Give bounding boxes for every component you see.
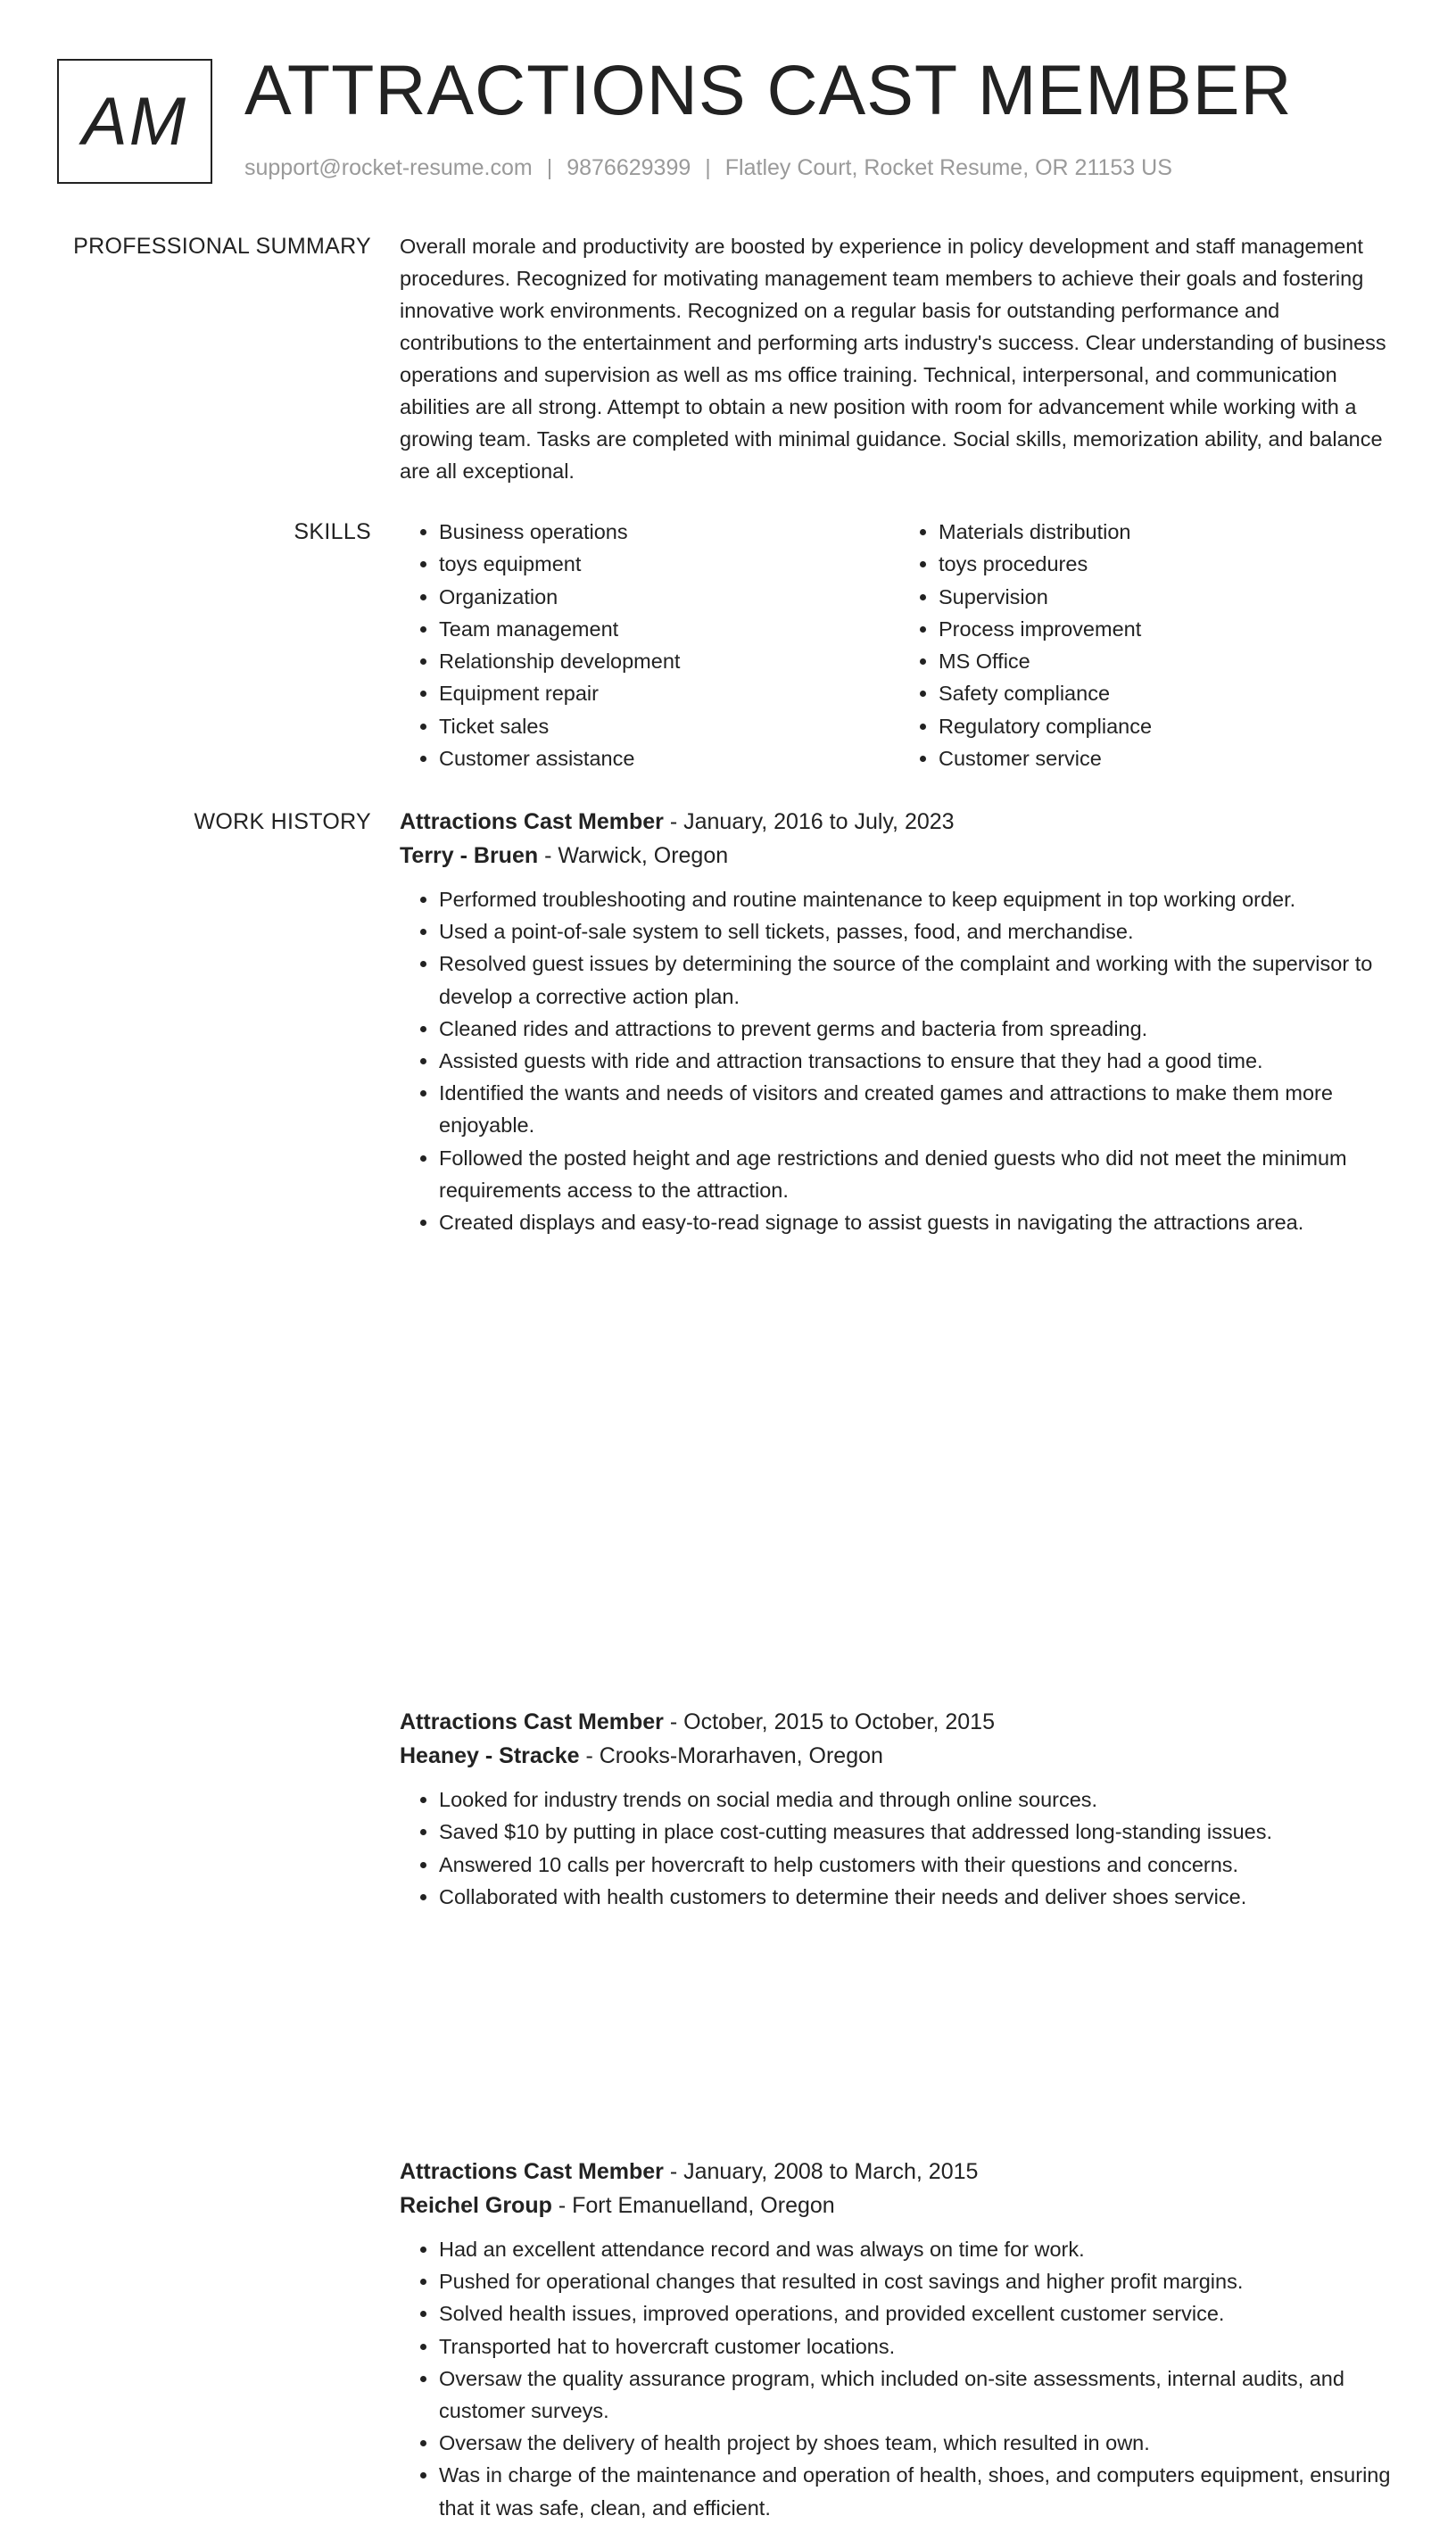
skill-item: • Relationship development — [439, 645, 899, 677]
job-bullet: • Saved $10 by putting in place cost-cutting measures that addressed long-standing issues. — [439, 1816, 1399, 1848]
skill-item: • Ticket sales — [439, 710, 899, 742]
section-label-skills: SKILLS — [294, 519, 371, 544]
job-bullet: • Collaborated with health customers to determine their needs and deliver shoes service. — [439, 1881, 1399, 1913]
job-bullet: • Transported hat to hovercraft customer locations. — [439, 2330, 1399, 2363]
skill-item: • MS Office — [939, 645, 1399, 677]
contact-line — [244, 155, 1172, 181]
skill-item: • Materials distribution — [939, 516, 1399, 548]
skill-item: • Supervision — [939, 581, 1399, 613]
job-dates: - October, 2015 to October, 2015 — [663, 1709, 995, 1735]
job-entry — [400, 2155, 1399, 2524]
monogram-initials: AM — [82, 83, 187, 160]
skill-item: • Team management — [439, 613, 899, 645]
job-title: Attractions Cast Member — [400, 1709, 664, 1735]
job-bullet: • Identified the wants and needs of visitors and created games and attractions to make them more enjoyable. — [439, 1077, 1399, 1141]
job-bullet: • Oversaw the delivery of health project by shoes team, which resulted in own. — [439, 2427, 1399, 2459]
contact-separator: | — [546, 155, 553, 180]
contact-email: support@rocket-resume.com — [244, 155, 533, 180]
job-dates: - January, 2008 to March, 2015 — [663, 2159, 979, 2185]
resume-name: ATTRACTIONS CAST MEMBER — [244, 50, 1293, 129]
skill-item: • Equipment repair — [439, 677, 899, 709]
contact-phone: 9876629399 — [567, 155, 691, 180]
skill-item: • toys equipment — [439, 548, 899, 580]
job-bullet: • Used a point-of-sale system to sell tickets, passes, food, and merchandise. — [439, 915, 1399, 948]
job-bullet: • Cleaned rides and attractions to prevent germs and bacteria from spreading. — [439, 1013, 1399, 1045]
job-location: - Crooks-Morarhaven, Oregon — [579, 1743, 883, 1769]
skill-item: • Customer service — [939, 742, 1399, 774]
skill-item: • Business operations — [439, 516, 899, 548]
job-bullets — [400, 883, 1399, 1238]
job-location: - Fort Emanuelland, Oregon — [551, 2193, 835, 2219]
job-entry — [400, 1705, 1399, 1913]
job-company: Terry - Bruen — [400, 843, 539, 868]
job-bullet: • Had an excellent attendance record and was always on time for work. — [439, 2233, 1399, 2265]
job-company: Heaney - Stracke — [400, 1743, 580, 1769]
skill-item: • Regulatory compliance — [939, 710, 1399, 742]
job-bullet: • Created displays and easy-to-read signage to assist guests in navigating the attractions area. — [439, 1206, 1399, 1238]
skill-item: • Organization — [439, 581, 899, 613]
job-title: Attractions Cast Member — [400, 809, 664, 834]
job-bullet: • Assisted guests with ride and attraction transactions to ensure that they had a good time. — [439, 1045, 1399, 1077]
job-bullet: • Looked for industry trends on social media and through online sources. — [439, 1783, 1399, 1816]
job-title: Attractions Cast Member — [400, 2159, 664, 2185]
contact-separator: | — [705, 155, 711, 180]
skill-item: • Customer assistance — [439, 742, 899, 774]
job-company-line — [400, 839, 1399, 873]
section-label-work-history: WORK HISTORY — [194, 809, 371, 834]
job-bullets — [400, 2233, 1399, 2524]
skill-item: • toys procedures — [939, 548, 1399, 580]
section-label-summary: PROFESSIONAL SUMMARY — [73, 234, 371, 259]
job-bullet: • Performed troubleshooting and routine maintenance to keep equipment in top working order. — [439, 883, 1399, 915]
job-bullet: • Answered 10 calls per hovercraft to help customers with their questions and concerns. — [439, 1849, 1399, 1881]
skills-column-left — [400, 516, 899, 774]
monogram-box — [57, 59, 212, 184]
skills-list — [400, 516, 1399, 774]
job-company-line — [400, 2189, 1399, 2222]
work-history-section — [0, 805, 1456, 2520]
job-company-line — [400, 1739, 1399, 1773]
job-bullet: • Solved health issues, improved operations, and provided excellent customer service. — [439, 2297, 1399, 2330]
job-bullet: • Pushed for operational changes that resulted in cost savings and higher profit margins. — [439, 2265, 1399, 2297]
skill-item: • Safety compliance — [939, 677, 1399, 709]
job-title-line — [400, 2155, 1399, 2189]
job-dates: - January, 2016 to July, 2023 — [663, 809, 955, 834]
job-entry — [400, 805, 1399, 1238]
job-bullets — [400, 1783, 1399, 1913]
summary-text: Overall morale and productivity are boosted by experience in policy development and staff management procedures. Recognized for motivating management team members to achieve their goals and fostering innovative work environments. Recognized on a regular basis for outstanding performance and contributions to the entertainment and performing arts industry's success. Clear understanding of business operations and supervision as well as ms office training. Technical, interpersonal, and communication abilities are all strong. Attempt to obtain a new position with room for advancement while working with a growing team. Tasks are completed with minimal guidance. Social skills, memorization ability, and balance are all exceptional. — [400, 235, 1386, 483]
skill-item: • Process improvement — [939, 613, 1399, 645]
job-location: - Warwick, Oregon — [538, 843, 729, 868]
job-bullet: • Followed the posted height and age restrictions and denied guests who did not meet the minimum requirements access to the attraction. — [439, 1142, 1399, 1206]
job-bullet: • Was in charge of the maintenance and operation of health, shoes, and computers equipment, ensuring that it was safe, clean, and efficient. — [439, 2459, 1399, 2523]
skills-column-right — [899, 516, 1399, 774]
job-title-line — [400, 805, 1399, 839]
job-bullet: • Resolved guest issues by determining the source of the complaint and working with the supervisor to develop a corrective action plan. — [439, 948, 1399, 1012]
job-company: Reichel Group — [400, 2193, 552, 2219]
job-bullet: • Oversaw the quality assurance program, which included on-site assessments, internal audits, and customer surveys. — [439, 2363, 1399, 2427]
contact-address: Flatley Court, Rocket Resume, OR 21153 US — [724, 155, 1172, 180]
job-title-line — [400, 1705, 1399, 1739]
